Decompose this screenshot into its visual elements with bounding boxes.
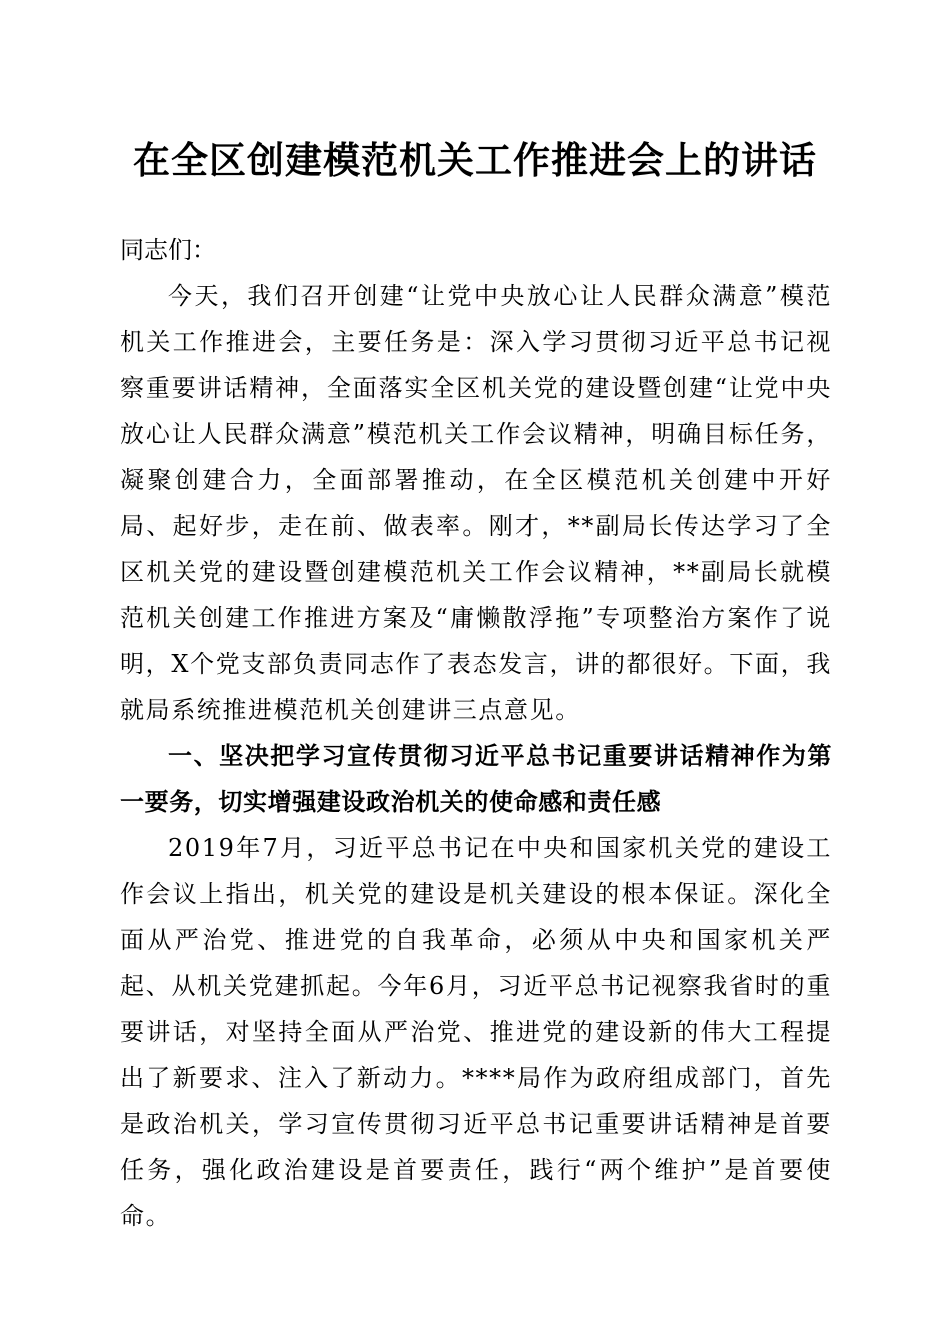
salutation: 同志们： [120, 236, 216, 264]
document-title: 在全区创建模范机关工作推进会上的讲话 [133, 138, 817, 182]
paragraph-section-1: 2019年7月，习近平总书记在中央和国家机关党的建设工作会议上指出，机关党的建设是机关建设的根本保证。深化全面从严治党、推进党的自我革命，必须从中央和国家机关严起、从机关党建抓起。今年6月，习近平总书记视察我省时的重要讲话，对坚持全面从严治党、推进党的建设新的伟大工程提出了新要求、注入了新动力。****局作为政府组成部门，首先是政治机关，学习宣传贯彻习近平总书记重要讲话精神是首要任务，强化政治建设是首要责任，践行“两个维护”是首要使命。 [120, 834, 832, 1230]
document-body [120, 227, 832, 1239]
paragraph-intro: 今天，我们召开创建“让党中央放心让人民群众满意”模范机关工作推进会，主要任务是：深入学习贯彻习近平总书记视察重要讲话精神，全面落实全区机关党的建设暨创建“让党中央放心让人民群众满意”模范机关工作会议精神，明确目标任务，凝聚创建合力，全面部署推动，在全区模范机关创建中开好局、起好步，走在前、做表率。刚才，**副局长传达学习了全区机关党的建设暨创建模范机关工作会议精神，**副局长就模范机关创建工作推进方案及“庸懒散浮拖”专项整治方案作了说明，X个党支部负责同志作了表态发言，讲的都很好。下面，我就局系统推进模范机关创建讲三点意见。 [120, 282, 832, 724]
section-heading-1: 一、坚决把学习宣传贯彻习近平总书记重要讲话精神作为第一要务，切实增强建设政治机关的使命感和责任感 [120, 742, 832, 816]
